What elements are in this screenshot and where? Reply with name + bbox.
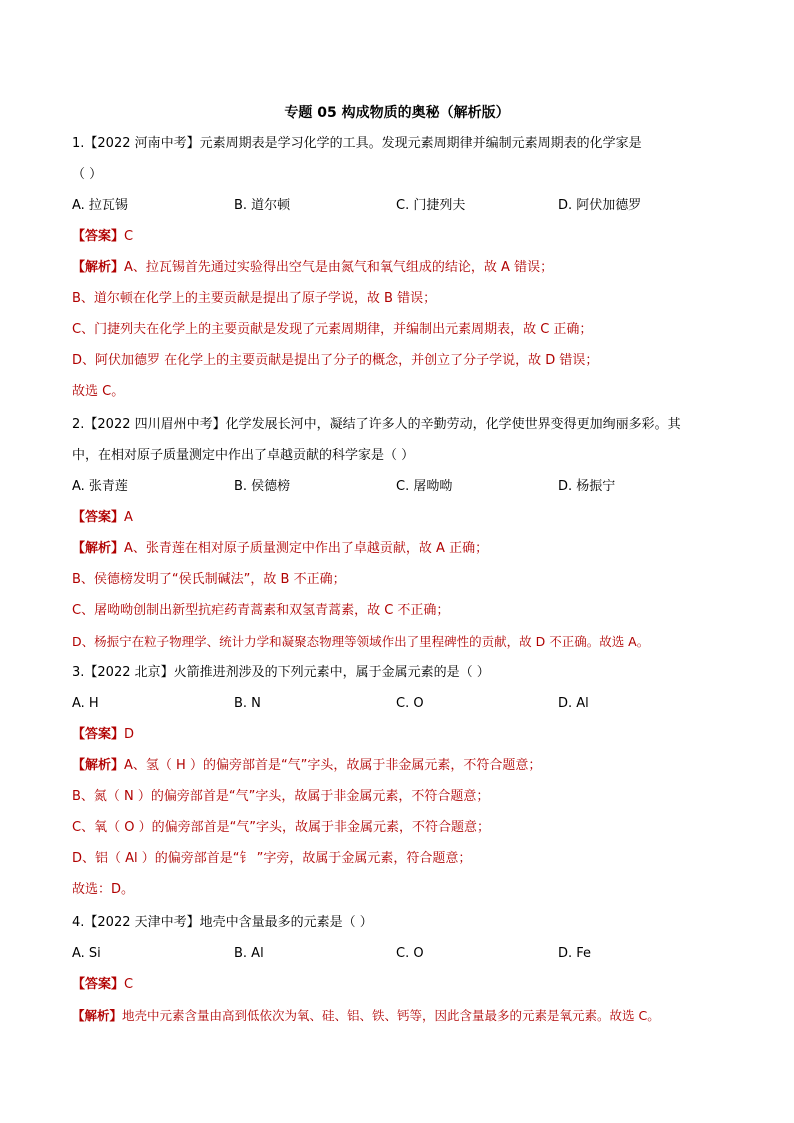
option-b: B. N: [234, 696, 261, 711]
question-2-stem: [72, 416, 681, 434]
question-source: 【2022 天津中考】: [84, 915, 200, 930]
question-text: 火箭推进剂涉及的下列元素中，属于金属元素的是（ ）: [173, 665, 490, 680]
analysis-label: 【解析】: [72, 541, 125, 556]
analysis-text: B、侯德榜发明了“侯氏制碱法”，故 B 不正确；: [72, 572, 346, 587]
answer-line: [72, 976, 133, 994]
question-1-stem: [72, 135, 642, 153]
analysis-line: [72, 540, 488, 558]
option-a: A. 拉瓦锡: [72, 198, 128, 213]
analysis-line: [72, 1007, 660, 1025]
question-number: 1.: [72, 136, 85, 151]
option-a: A. H: [72, 696, 99, 711]
answer-line: [72, 509, 133, 527]
option-d: D. Fe: [558, 946, 592, 961]
answer-value: D: [124, 727, 135, 742]
answer-label: 【答案】: [72, 977, 125, 992]
question-text: 中，在相对原子质量测定中作出了卓越贡献的科学家是（ ）: [72, 448, 415, 463]
answer-value: C: [124, 229, 134, 244]
answer-value: A: [124, 510, 133, 525]
question-source: 【2022 四川眉州中考】: [84, 417, 226, 432]
option-d: D. 阿伏加德罗: [558, 198, 642, 213]
question-1-blank: （ ）: [72, 167, 103, 182]
option-a: A. 张青莲: [72, 479, 128, 494]
analysis-text: 故选：D。: [72, 882, 135, 897]
analysis-text: D、阿伏加德罗 在化学上的主要贡献是提出了分子的概念，并创立了分子学说，故 D 错误；: [72, 353, 599, 368]
analysis-text: D、铝（ Al ）的偏旁部首是“钅 ”字旁，故属于金属元素，符合题意；: [72, 851, 472, 866]
analysis-text: C、氧（ O ）的偏旁部首是“气”字头，故属于非金属元素，不符合题意；: [72, 820, 491, 835]
analysis-text: 地壳中元素含量由高到低依次为氧、硅、铝、铁、钙等，因此含量最多的元素是氧元素。故选 C。: [122, 1008, 660, 1023]
option-c: C. O: [396, 946, 424, 961]
option-b: B. 道尔顿: [234, 198, 291, 213]
analysis-text: A、拉瓦锡首先通过实验得出空气是由氮气和氧气组成的结论，故 A 错误；: [124, 260, 554, 275]
question-text: 元素周期表是学习化学的工具。发现元素周期律并编制元素周期表的化学家是: [199, 136, 642, 151]
analysis-text: B、道尔顿在化学上的主要贡献是提出了原子学说，故 B 错误；: [72, 291, 437, 306]
analysis-text: C、屠呦呦创制出新型抗疟药青蒿素和双氢青蒿素，故 C 不正确；: [72, 603, 450, 618]
question-3-stem: [72, 664, 490, 682]
answer-line: [72, 726, 134, 744]
page-title: 专题 05 构成物质的奥秘（解析版）: [284, 105, 510, 121]
answer-label: 【答案】: [72, 727, 125, 742]
answer-label: 【答案】: [72, 229, 125, 244]
analysis-text: A、氢（ H ）的偏旁部首是“气”字头，故属于非金属元素，不符合题意；: [124, 758, 542, 773]
analysis-text: B、氮（ N ）的偏旁部首是“气”字头，故属于非金属元素，不符合题意；: [72, 789, 490, 804]
option-c: C. O: [396, 696, 424, 711]
question-number: 4.: [72, 915, 85, 930]
question-text: 地壳中含量最多的元素是（ ）: [199, 915, 373, 930]
analysis-label: 【解析】: [72, 758, 125, 773]
question-number: 3.: [72, 665, 85, 680]
analysis-text: D、杨振宁在粒子物理学、统计力学和凝聚态物理等领域作出了里程碑性的贡献，故 D 不正确。故选 A。: [72, 634, 650, 649]
option-d: D. 杨振宁: [558, 479, 616, 494]
answer-line: [72, 228, 133, 246]
answer-value: C: [124, 977, 134, 992]
option-b: B. Al: [234, 946, 264, 961]
question-source: 【2022 北京】: [84, 665, 174, 680]
analysis-line: [72, 259, 553, 277]
option-c: C. 门捷列夫: [396, 198, 466, 213]
option-d: D. Al: [558, 696, 589, 711]
analysis-text: C、门捷列夫在化学上的主要贡献是发现了元素周期律，并编制出元素周期表，故 C 正确；: [72, 322, 593, 337]
analysis-text: 故选 C。: [72, 384, 125, 399]
analysis-line: [72, 757, 541, 775]
option-b: B. 侯德榜: [234, 479, 291, 494]
option-a: A. Si: [72, 946, 101, 961]
answer-label: 【答案】: [72, 510, 125, 525]
analysis-label: 【解析】: [72, 1008, 123, 1023]
analysis-label: 【解析】: [72, 260, 125, 275]
question-4-stem: [72, 914, 373, 932]
question-number: 2.: [72, 417, 85, 432]
question-text: 化学发展长河中，凝结了许多人的辛勤劳动，化学使世界变得更加绚丽多彩。其: [225, 417, 681, 432]
option-c: C. 屠呦呦: [396, 479, 453, 494]
question-source: 【2022 河南中考】: [84, 136, 200, 151]
analysis-text: A、张青莲在相对原子质量测定中作出了卓越贡献，故 A 正确；: [124, 541, 489, 556]
